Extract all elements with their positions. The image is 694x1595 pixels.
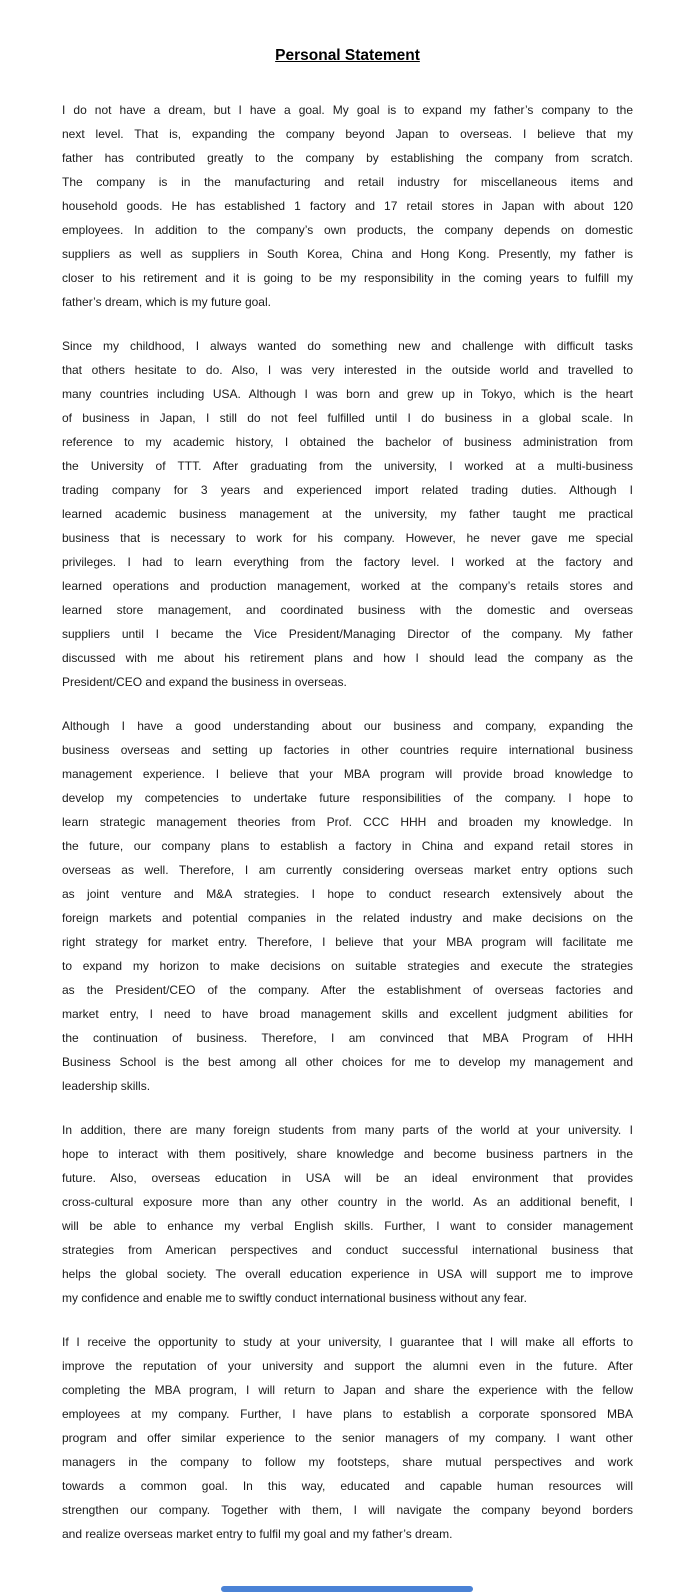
text-line: strategies from American perspectives and conduct successful international business that (62, 1243, 633, 1257)
text-line: cross-cultural exposure more than any other country in the world. As an additional benefit, I (62, 1195, 633, 1209)
text-line: overseas as well. Therefore, I am currently considering overseas market entry options such (62, 863, 633, 877)
text-line: reference to my academic history, I obtained the bachelor of business administration from (62, 435, 633, 449)
paragraph (62, 334, 633, 694)
text-line: If I receive the opportunity to study at your university, I guarantee that I will make all efforts to (62, 1335, 633, 1349)
paragraph (62, 1118, 633, 1310)
text-line: foreign markets and potential companies in the related industry and make decisions on the (62, 911, 633, 925)
text-line: employees. In addition to the company’s own products, the company depends on domestic (62, 223, 633, 237)
text-line: the future, our company plans to establish a factory in China and expand retail stores in (62, 839, 633, 853)
text-line: discussed with me about his retirement plans and how I should lead the company as the (62, 651, 633, 665)
text-line: household goods. He has established 1 factory and 17 retail stores in Japan with about 120 (62, 199, 633, 213)
text-line: many countries including USA. Although I was born and grew up in Tokyo, which is the heart (62, 387, 633, 401)
text-line: father has contributed greatly to the company by establishing the company from scratch. (62, 151, 633, 165)
text-line: as joint venture and M&A strategies. I hope to conduct research extensively about the (62, 887, 633, 901)
text-line: to expand my horizon to make decisions on suitable strategies and execute the strategies (62, 959, 633, 973)
text-line: leadership skills. (62, 1079, 151, 1093)
text-line: management experience. I believe that your MBA program will provide broad knowledge to (62, 767, 633, 781)
text-line: employees at my company. Further, I have plans to establish a corporate sponsored MBA (62, 1407, 633, 1421)
text-line: father’s dream, which is my future goal. (62, 295, 271, 309)
text-line: learned store management, and coordinated business with the domestic and overseas (62, 603, 633, 617)
text-line: business overseas and setting up factories in other countries require international business (62, 743, 633, 757)
text-line: right strategy for market entry. Therefore, I believe that your MBA program will facilitate me (62, 935, 633, 949)
text-line: learn strategic management theories from Prof. CCC HHH and broaden my knowledge. In (62, 815, 633, 829)
text-line: Although I have a good understanding about our business and company, expanding the (62, 719, 633, 733)
text-line: will be able to enhance my verbal English skills. Further, I want to consider management (62, 1219, 633, 1233)
text-line: future. Also, overseas education in USA will be an ideal environment that provides (62, 1171, 633, 1185)
text-line: learned academic business management at the university, my father taught me practical (62, 507, 633, 521)
document-body (62, 98, 633, 1546)
text-line: completing the MBA program, I will return to Japan and share the experience with the fellow (62, 1383, 633, 1397)
text-line: In addition, there are many foreign students from many parts of the world at your university. I (62, 1123, 633, 1137)
text-line: President/CEO and expand the business in overseas. (62, 675, 347, 689)
text-line: privileges. I had to learn everything from the factory level. I worked at the factory and (62, 555, 633, 569)
text-line: my confidence and enable me to swiftly conduct international business without any fear. (62, 1291, 527, 1305)
text-line: that others hesitate to do. Also, I was very interested in the outside world and travelled to (62, 363, 633, 377)
text-line: business that is necessary to work for his company. However, he never gave me special (62, 531, 633, 545)
text-line: improve the reputation of your university and support the alumni even in the future. After (62, 1359, 633, 1373)
text-line: I do not have a dream, but I have a goal. My goal is to expand my father’s company to the (62, 103, 633, 117)
text-line: The company is in the manufacturing and retail industry for miscellaneous items and (62, 175, 633, 189)
text-line: market entry, I need to have broad management skills and excellent judgment abilities for (62, 1007, 633, 1021)
document-title: Personal Statement (275, 47, 420, 64)
text-line: next level. That is, expanding the company beyond Japan to overseas. I believe that my (62, 127, 633, 141)
text-line: program and offer similar experience to the senior managers of my company. I want other (62, 1431, 633, 1445)
text-line: develop my competencies to undertake future responsibilities of the company. I hope to (62, 791, 633, 805)
text-line: learned operations and production management, worked at the company’s retails stores and (62, 579, 633, 593)
text-line: towards a common goal. In this way, educated and capable human resources will (62, 1479, 633, 1493)
text-line: Since my childhood, I always wanted do something new and challenge with difficult tasks (62, 339, 633, 353)
paragraph (62, 98, 633, 314)
text-line: and realize overseas market entry to fulfil my goal and my father’s dream. (62, 1527, 453, 1541)
text-line: trading company for 3 years and experienced import related trading duties. Although I (62, 483, 633, 497)
text-line: strengthen our company. Together with them, I will navigate the company beyond borders (62, 1503, 633, 1517)
text-line: suppliers until I became the Vice President/Managing Director of the company. My father (62, 627, 633, 641)
text-line: hope to interact with them positively, share knowledge and become business partners in the (62, 1147, 633, 1161)
text-line: Business School is the best among all other choices for me to develop my management and (62, 1055, 633, 1069)
text-line: managers in the company to follow my footsteps, share mutual perspectives and work (62, 1455, 633, 1469)
text-line: as the President/CEO of the company. After the establishment of overseas factories and (62, 983, 633, 997)
scroll-indicator-bar[interactable] (221, 1586, 473, 1592)
text-line: closer to his retirement and it is going to be my responsibility in the coming years to fulfill my (62, 271, 633, 285)
text-line: of business in Japan, I still do not feel fulfilled until I do business in a global scale. In (62, 411, 633, 425)
text-line: the University of TTT. After graduating from the university, I worked at a multi-business (62, 459, 633, 473)
text-line: suppliers as well as suppliers in South Korea, China and Hong Kong. Presently, my father is (62, 247, 633, 261)
paragraph (62, 714, 633, 1098)
paragraph (62, 1330, 633, 1546)
text-line: helps the global society. The overall education experience in USA will support me to improve (62, 1267, 633, 1281)
text-line: the continuation of business. Therefore, I am convinced that MBA Program of HHH (62, 1031, 633, 1045)
